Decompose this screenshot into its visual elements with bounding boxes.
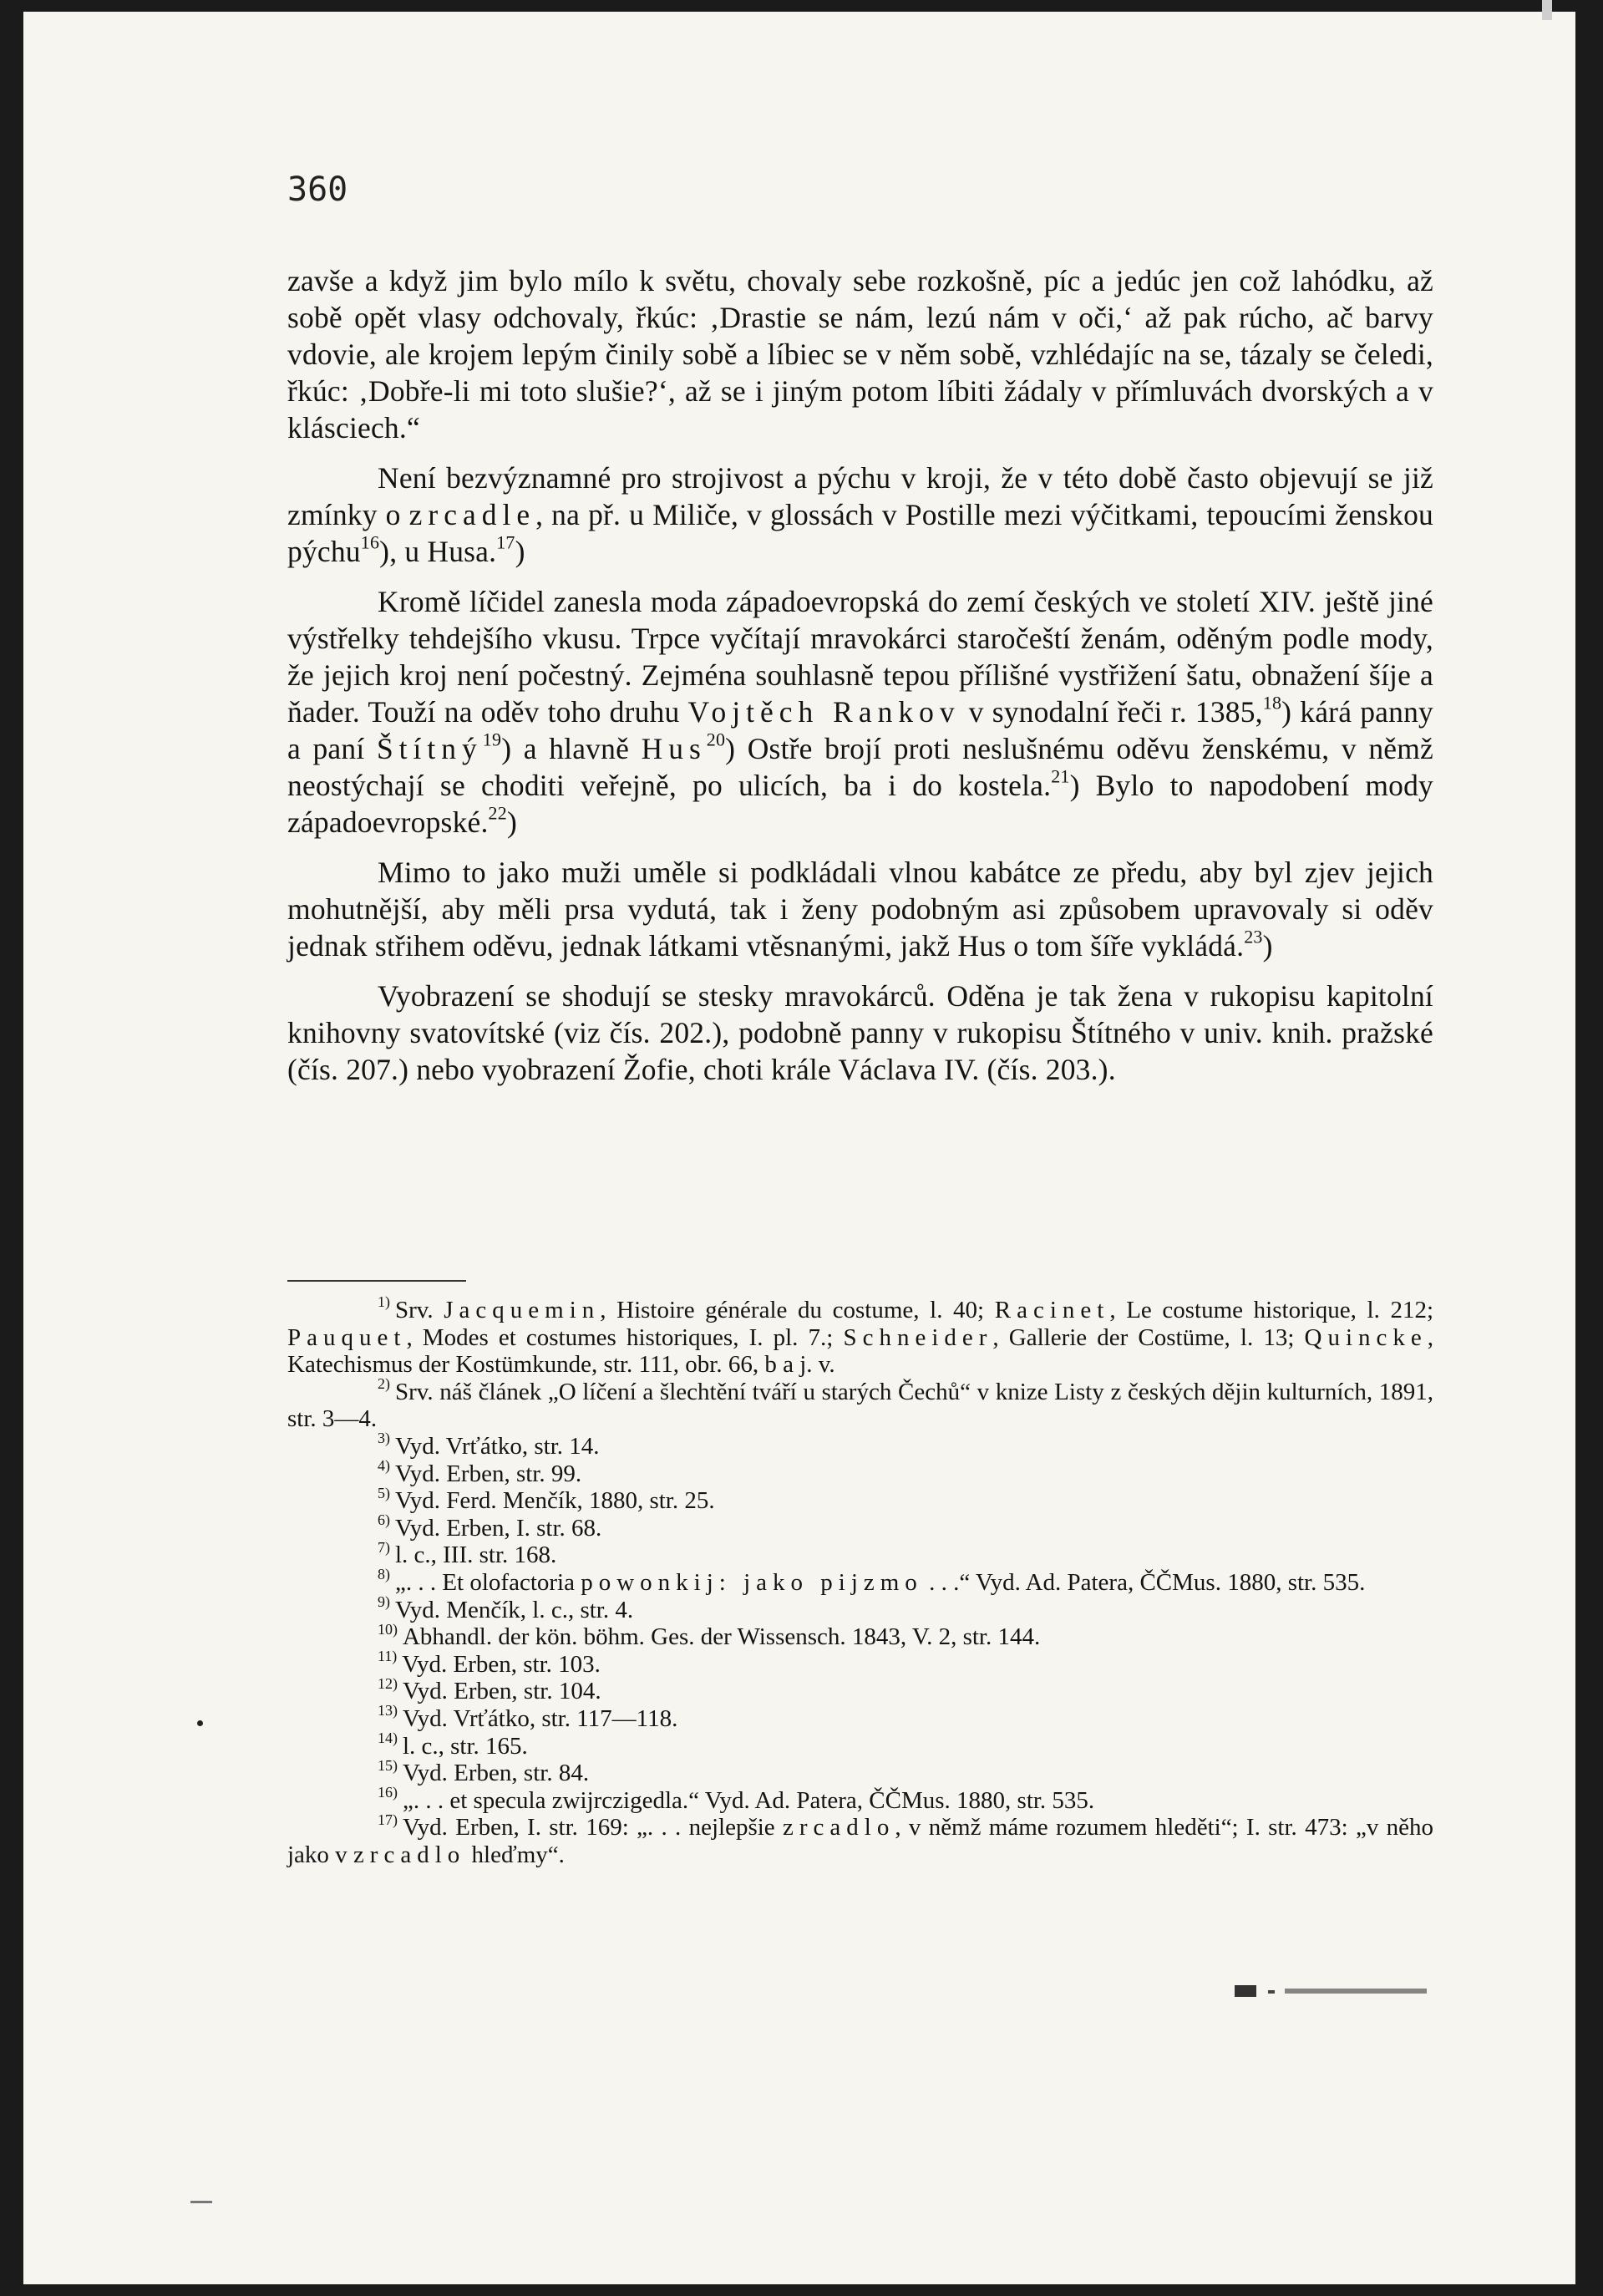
footnote-16: [287, 1784, 1433, 1815]
text-run: Vyd. Erben, I. str. 169: „. . . nejlepšie: [402, 1814, 783, 1841]
footnote-6: [287, 1511, 1433, 1542]
footnotes: [287, 1293, 1434, 1868]
spaced-term: zrcadle: [408, 498, 536, 531]
paragraph-illustrations: [287, 978, 1433, 1088]
footnote-ref[interactable]: 17: [496, 531, 515, 553]
text-run: ) Bylo to napodobení mody západoevropské.: [287, 769, 1433, 839]
spaced-term: powonkij: jako pijzmo: [581, 1568, 923, 1596]
text-run: , Modes et costumes historiques, I. pl. 7.;: [406, 1323, 844, 1351]
main-text: [287, 262, 1433, 1101]
footnote-mark: 16): [378, 1784, 398, 1801]
footnote-mark: 10): [378, 1620, 398, 1638]
text-run: Vyd. Erben, str. 104.: [402, 1678, 601, 1705]
text-run: Není bezvýznamné pro strojivost a pýchu v kroji, že v této době často objevují se již zmínky o: [287, 461, 1433, 531]
spaced-name: Schneider: [843, 1323, 993, 1351]
footnote-mark: 8): [378, 1566, 390, 1583]
text-line: lezú nám v oči,‘ až pak rúcho, ač barvy vdovie, ale krojem lepým činily: [287, 301, 1433, 371]
footnote-divider: [287, 1280, 466, 1282]
text-line: sobě a líbiec se v něm sobě, vzhlédajíc na se, tázaly se čeledi, řkúc:: [287, 338, 1433, 408]
footnote-ref[interactable]: 18: [1262, 692, 1282, 714]
text-run: Vyd. Erben, str. 99.: [394, 1460, 582, 1487]
spaced-name: Vojtěch Rankov: [687, 695, 961, 729]
footnote-mark: 7): [378, 1538, 390, 1556]
text-run: , Katechismus der Kostümkunde, str. 111, obr. 66, b a j. v.: [287, 1323, 1433, 1379]
footnote-ref[interactable]: 16: [360, 531, 380, 553]
footnote-14: [287, 1729, 1433, 1760]
text-line: dvorských a v klásciech.“: [287, 374, 1433, 444]
footnote-ref[interactable]: 22: [488, 802, 507, 824]
text-run: „. . . Et olofactoria: [394, 1568, 581, 1596]
text-run: Srv.: [394, 1297, 444, 1323]
footnote-5: [287, 1484, 1433, 1515]
footnote-mark: 12): [378, 1674, 398, 1692]
footnote-ref[interactable]: 21: [1051, 765, 1070, 787]
text-run: Vyd. Erben, str. 84.: [402, 1760, 590, 1787]
footnote-2: [287, 1375, 1433, 1433]
book-page: [23, 12, 1575, 2284]
paragraph-quote-end: [287, 262, 1433, 446]
text-run: Vyobrazení se shodují se stesky mravokárců. Oděna je tak žena v rukopisu kapitolní knihovny svatovítské (viz čís. 202.), podobně panny v rukopisu Štítného v univ. knih. pražské (čís. 207.) nebo vyobrazení Žofie, choti krále Václava IV. (čís. 203.).: [287, 979, 1433, 1086]
footnote-10: [287, 1620, 1433, 1651]
footnote-7: [287, 1538, 1433, 1569]
text-run: ) kárá panny a paní: [287, 695, 1433, 765]
text-run: . . .“ Vyd. Ad. Patera, ČČMus. 1880, str. 535.: [922, 1568, 1366, 1596]
print-speck: [197, 1720, 203, 1726]
paragraph-mirrors: [287, 460, 1433, 570]
text-run: , na př. u Miliče, v glossách v Postille mezi výčitkami, tepoucími ženskou pýchu: [287, 498, 1433, 568]
text-run: , Gallerie der Costüme, l. 13;: [992, 1323, 1305, 1351]
text-run: „. . . et specula zwijrczigedla.“ Vyd. Ad. Patera, ČČMus. 1880, str. 535.: [402, 1786, 1095, 1814]
footnote-ref[interactable]: 23: [1244, 926, 1263, 947]
footnote-mark: 13): [378, 1702, 398, 1719]
spaced-name: Racinet: [994, 1297, 1110, 1323]
footnote-mark: 14): [378, 1729, 398, 1746]
footnote-17: [287, 1811, 1434, 1868]
text-run: ), u Husa.: [379, 535, 497, 568]
spaced-name: Quincke: [1304, 1323, 1428, 1351]
footnote-mark: 11): [378, 1648, 398, 1665]
text-run: , Le costume historique, l. 212;: [1109, 1297, 1434, 1323]
text-run: l. c., III. str. 168.: [394, 1542, 557, 1569]
text-run: Mimo to jako muži uměle si podkládali vlnou kabátce ze předu, aby byl zjev jejich mohutnější, aby měli prsa vydutá, tak i ženy podobným asi způsobem upravovaly si oděv jednak střihem oděvu, jednak látkami vtěsnanými, jakž Hus o tom šíře vykládá.: [287, 856, 1433, 963]
footnote-mark: 4): [378, 1456, 390, 1474]
footnote-mark: 9): [378, 1592, 390, 1610]
text-run: Vyd. Erben, I. str. 68.: [394, 1514, 602, 1542]
text-run: Vyd. Erben, str. 103.: [402, 1650, 601, 1678]
text-run: Vyd. Menčík, l. c., str. 4.: [394, 1596, 634, 1623]
footnote-ref[interactable]: 20: [706, 729, 726, 750]
text-run: Srv. náš článek „O líčení a šlechtění tváří u starých Čechů“ v knize Listy z českých dějin kulturních, 1891, str. 3—4.: [287, 1378, 1433, 1433]
spaced-term: zrcadlo: [353, 1841, 466, 1868]
text-run: ) a hlavně: [501, 732, 642, 765]
footnote-13: [287, 1702, 1433, 1733]
spaced-name: Hus: [641, 732, 707, 765]
footnote-15: [287, 1756, 1433, 1787]
footnote-mark: 1): [378, 1293, 390, 1311]
footnote-12: [287, 1674, 1433, 1705]
text-run: , v němž máme rozumem hleděti“; I. str. 473: „v něho jako v: [287, 1814, 1434, 1868]
paragraph-fashion: [287, 583, 1433, 841]
text-run: ): [1262, 929, 1273, 963]
footnote-8: [287, 1566, 1433, 1597]
text-run: Vyd. Vrťátko, str. 117—118.: [402, 1704, 678, 1732]
spaced-name: Štítný: [376, 732, 483, 765]
text-run: ) Ostře brojí proti neslušnému oděvu ženskému, v němž neostýchají se choditi veřejně, po ulicích, ba i do kostela.: [287, 732, 1433, 802]
footnote-4: [287, 1456, 1433, 1488]
text-run: Kromě líčidel zanesla moda západoevropská do zemí českých ve století XIV. ještě jiné výstřelky tehdejšího vkusu. Trpce vyčítají mravokárci staročeští ženám, oděným podle mody, že jejich kroj není počestný. Zejména souhlasně tepou přílišné vystřižení šatu, obnažení šíje a ňader. Touží na oděv toho druhu: [287, 585, 1433, 729]
spaced-name: Pauquet: [287, 1323, 407, 1351]
text-run: l. c., str. 165.: [402, 1732, 528, 1760]
footnote-11: [287, 1648, 1433, 1679]
spaced-term: zrcadlo: [782, 1814, 895, 1841]
text-run: Vyd. Vrťátko, str. 14.: [394, 1432, 600, 1460]
text-run: Vyd. Ferd. Menčík, 1880, str. 25.: [394, 1487, 715, 1515]
text-line: zavše a když jim bylo mílo k světu, chovaly sebe rozkošně, píc a jedúc: [287, 264, 1192, 297]
footnote-mark: 3): [378, 1430, 390, 1447]
text-run: ): [506, 805, 517, 839]
footnote-mark: 17): [378, 1811, 398, 1828]
spaced-name: Jacquemin: [444, 1297, 601, 1323]
footnote-mark: 15): [378, 1756, 398, 1774]
text-line: jen což lahódku, až sobě opět vlasy odchovaly, řkúc: ‚Drastie se nám,: [287, 264, 1433, 334]
footnote-3: [287, 1430, 1433, 1460]
text-run: , Histoire générale du costume, l. 40;: [600, 1297, 995, 1323]
footnote-1: [287, 1293, 1434, 1379]
text-line: ‚Dobře-li mi toto slušie?‘, až se i jiným potom líbiti žádaly v přímluvách: [358, 374, 1262, 408]
page-number: 360: [287, 170, 348, 209]
footnote-mark: 2): [378, 1375, 390, 1393]
footnote-mark: 5): [378, 1484, 390, 1501]
text-run: ): [515, 535, 525, 568]
scan-edge-mark: [1542, 0, 1552, 20]
text-run: v synodalní řeči r. 1385,: [960, 695, 1263, 729]
footnote-ref[interactable]: 19: [482, 729, 502, 750]
paragraph-padding: [287, 854, 1433, 964]
footnote-mark: 6): [378, 1511, 390, 1529]
text-run: hleďmy“.: [465, 1841, 565, 1868]
footnote-9: [287, 1592, 1433, 1624]
margin-mark: [190, 2201, 212, 2203]
text-run: Abhandl. der kön. böhm. Ges. der Wissensch. 1843, V. 2, str. 144.: [402, 1623, 1041, 1651]
ink-smudge: [1235, 1984, 1435, 1999]
